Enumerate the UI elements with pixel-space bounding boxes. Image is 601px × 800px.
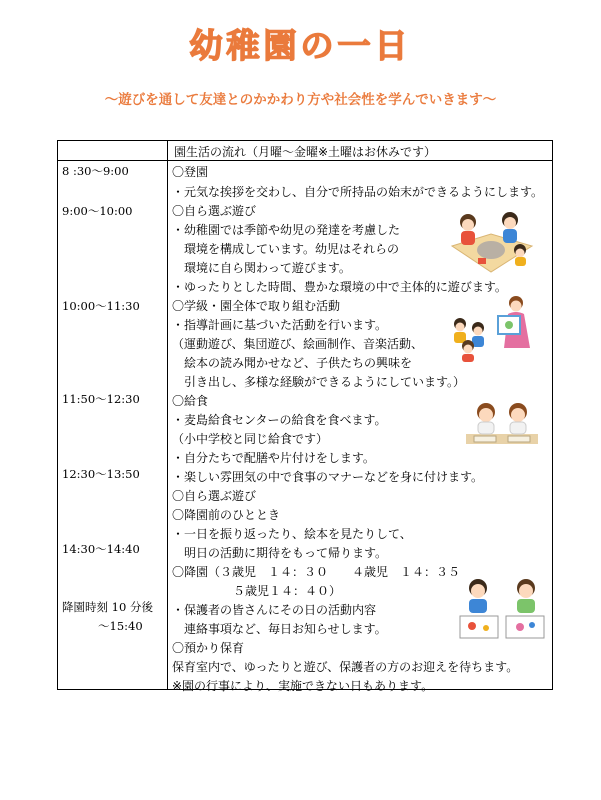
activity-line: 環境に自ら関わって遊びます。 [184,261,351,275]
activity-line: 明日の活動に期待をもって帰ります。 [184,546,388,560]
time-cell: 10:00～11:30 [62,299,140,313]
activity-line: ５歳児１４：４０） [233,584,342,598]
activity-line: 〇自ら選ぶ遊び [172,204,257,218]
activity-line: 〇自ら選ぶ遊び [172,489,257,503]
page-subtitle: ～遊びを通して友達とのかかわり方や社会性を学んでいきます～ [104,92,497,108]
schedule-header: 園生活の流れ（月曜～金曜※土曜はお休みです） [174,145,437,159]
activity-line: 保育室内で、ゆったりと遊び、保護者の方のお迎えを待ちます。 [172,660,519,674]
time-cell: 9:00～10:00 [62,204,133,218]
activity-line: ・楽しい雰囲気の中で食事のマナーなどを身に付けます。 [172,470,484,484]
time-cell: 14:30～14:40 [62,542,140,556]
activity-line: 〇降園（３歳児 １４：３０ ４歳児 １４：３５ [172,565,461,579]
activity-line: ・元気な挨拶を交わし、自分で所持品の始末ができるようにします。 [172,185,544,199]
page-title: 幼稚園の一日 [189,26,412,65]
activity-line: 環境を構成しています。幼児はそれらの [184,242,400,256]
activity-line: ・自分たちで配膳や片付けをします。 [172,451,375,465]
activity-line: 〇給食 [172,394,209,408]
picture-book-reading-illustration [448,294,548,362]
activity-line: ・幼稚園では季節や幼児の発達を考慮した [172,223,401,237]
activity-line: 絵本の読み聞かせなど、子供たちの興味を [184,356,413,370]
time-cell: 12:30～13:50 [62,467,140,481]
school-lunch-illustration [466,400,538,448]
drawing-children-illustration [456,578,548,640]
activity-line: （小中学校と同じ給食です） [172,432,329,446]
time-cell: 8 :30～9:00 [62,164,129,178]
activity-line: ・一日を振り返ったり、絵本を見たりして、 [172,527,412,541]
activity-line: （運動遊び、集団遊び、絵画制作、音楽活動、 [172,337,424,351]
activity-line: 〇学級・園全体で取り組む活動 [172,299,341,313]
activity-line: ・保護者の皆さんにその日の活動内容 [172,603,377,617]
activity-line: 連絡事項など、毎日お知らせします。 [184,622,387,636]
time-cell: 11:50～12:30 [62,392,140,406]
sandbox-play-illustration [448,206,534,276]
activity-line: ※園の行事により、実施できない日もあります。 [172,679,434,693]
activity-line: 〇預かり保育 [172,641,245,655]
time-cell: 降園時刻 10 分後 [62,600,153,614]
activity-line: ・ゆったりとした時間、豊かな環境の中で主体的に遊びます。 [172,280,507,294]
activity-line: 引き出し、多様な経験ができるようにしています。） [184,375,466,389]
time-cell: ～15:40 [98,619,143,633]
activity-line: 〇降園前のひととき [172,508,281,522]
activity-line: ・指導計画に基づいた活動を行います。 [172,318,388,332]
activity-line: ・麦島給食センターの給食を食べます。 [172,413,387,427]
activity-line: 〇登園 [172,165,209,179]
